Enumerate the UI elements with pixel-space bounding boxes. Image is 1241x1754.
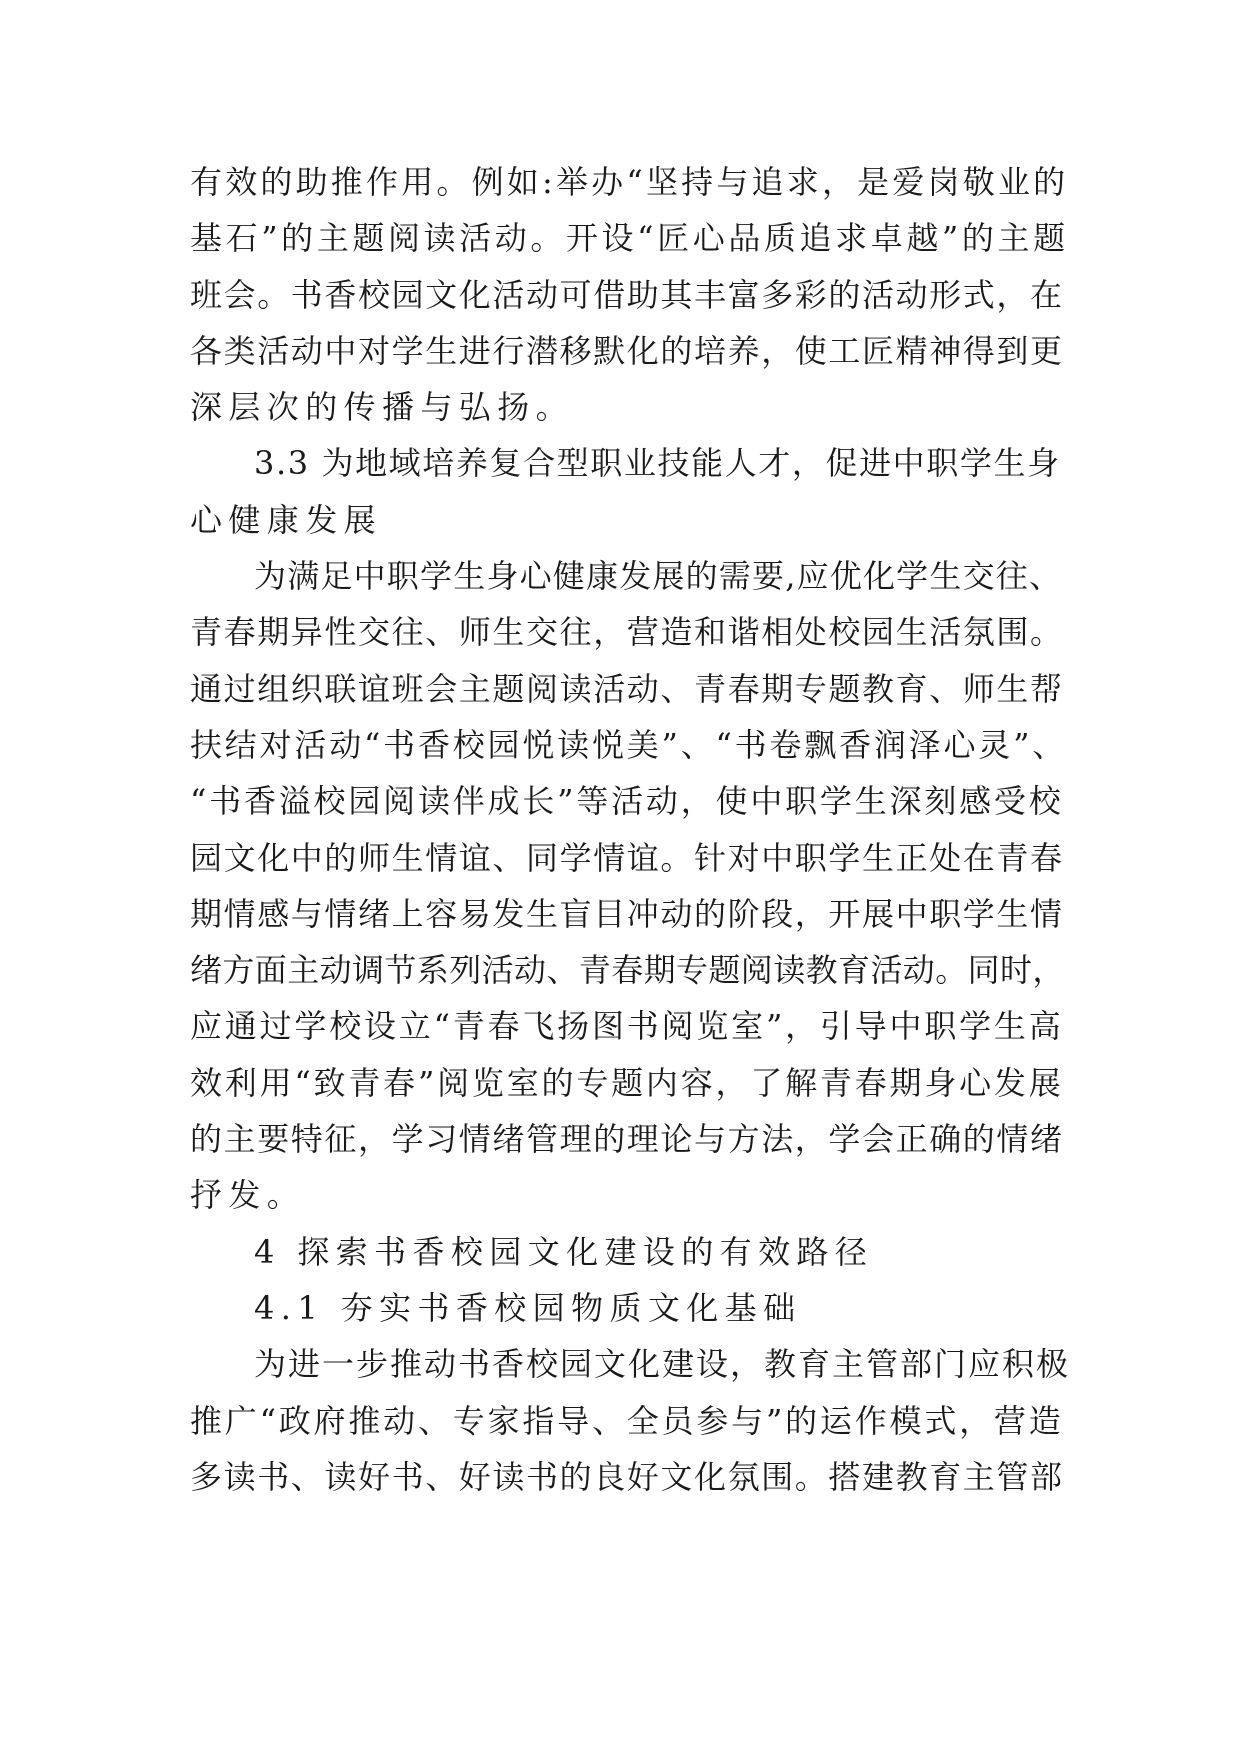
text-line: 通过组织联谊班会主题阅读活动、青春期专题教育、师生帮 <box>190 669 1064 708</box>
text-line: 效利用“致青春”阅览室的专题内容，了解青春期身心发展 <box>190 1063 1064 1102</box>
text-line: 多读书、读好书、好读书的良好文化氛围。搭建教育主管部 <box>190 1457 1064 1496</box>
text-line: 为进一步推动书香校园文化建设，教育主管部门应积极 <box>254 1345 1071 1384</box>
text-line: 基石”的主题阅读活动。开设“匠心品质追求卓越”的主题 <box>190 219 1069 258</box>
text-line: 绪方面主动调节系列活动、青春期专题阅读教育活动。同时， <box>190 951 1065 990</box>
text-line: 3.3 为地域培养复合型职业技能人才，促进中职学生身 <box>254 444 1061 483</box>
text-line: 为满足中职学生身心健康发展的需要,应优化学生交往、 <box>254 557 1063 596</box>
text-line: 心健康发展 <box>190 500 383 539</box>
text-line: 扶结对活动“书香校园悦读悦美”、“书卷飘香润泽心灵”、 <box>190 725 1068 764</box>
body-text <box>190 154 1070 1505</box>
text-line: 班会。书香校园文化活动可借助其丰富多彩的活动形式，在 <box>190 275 1064 314</box>
text-line: 园文化中的师生情谊、同学情谊。针对中职学生正处在青春 <box>190 838 1064 877</box>
text-line: 4 探索书香校园文化建设的有效路径 <box>254 1232 874 1271</box>
text-line: 的主要特征，学习情绪管理的理论与方法，学会正确的情绪 <box>190 1120 1064 1159</box>
text-line: 应通过学校设立“青春飞扬图书阅览室”，引导中职学生高 <box>190 1007 1064 1046</box>
text-line: 青春期异性交往、师生交往，营造和谐相处校园生活氛围。 <box>190 613 1064 652</box>
text-line: 推广“政府推动、专家指导、全员参与”的运作模式，营造 <box>190 1401 1064 1440</box>
text-line: 期情感与情绪上容易发生盲目冲动的阶段，开展中职学生情 <box>190 894 1064 933</box>
text-line: 有效的助推作用。例如:举办“坚持与追求，是爱岗敬业的 <box>190 163 1069 201</box>
text-line: “书香溢校园阅读伴成长”等活动，使中职学生深刻感受校 <box>190 782 1064 821</box>
text-line: 深层次的传播与弘扬。 <box>190 388 575 427</box>
text-line: 4.1 夯实书香校园物质文化基础 <box>254 1288 802 1327</box>
text-line: 各类活动中对学生进行潜移默化的培养，使工匠精神得到更 <box>190 331 1064 370</box>
text-line: 抒发。 <box>190 1176 306 1215</box>
